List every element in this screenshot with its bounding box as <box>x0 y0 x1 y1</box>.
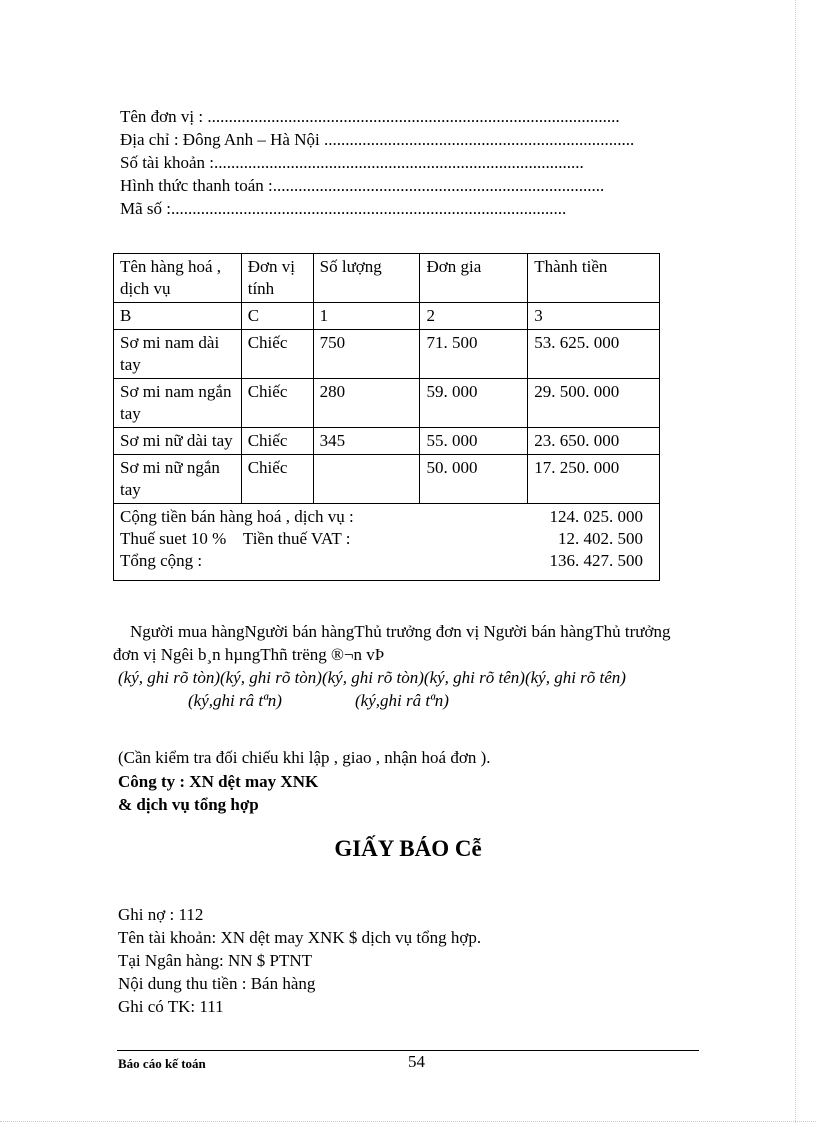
signature-instruction-a: (ký,ghi râ tªn) <box>188 691 282 710</box>
header-cell: Số lượng <box>313 254 420 303</box>
code-cell: 1 <box>313 303 420 330</box>
company-subtitle: & dịch vụ tổng hợp <box>118 795 259 814</box>
unit-cell: Chiếc <box>241 379 313 428</box>
amount-cell: 29. 500. 000 <box>528 379 660 428</box>
signature-instructions: (ký, ghi rõ tòn)(ký, ghi rõ tòn)(ký, ghi rõ tòn)(ký, ghi rõ tên)(ký, ghi rõ tên) <box>118 668 626 687</box>
item-name-cell: Sơ mi nam dài tay <box>114 330 242 379</box>
table-row <box>114 455 660 504</box>
unit-cell: Chiếc <box>241 455 313 504</box>
header-cell: Đơn vị tính <box>241 254 313 303</box>
vat-line <box>120 528 643 550</box>
unit-cell: Chiếc <box>241 330 313 379</box>
subtotal-label: Cộng tiền bán hàng hoá , dịch vụ : <box>120 507 354 526</box>
amount-cell: 17. 250. 000 <box>528 455 660 504</box>
invoice-table <box>113 253 660 581</box>
price-cell: 59. 000 <box>420 379 528 428</box>
page-number: 54 <box>408 1052 425 1071</box>
debit-account: Ghi nợ : 112 <box>118 905 204 924</box>
credit-account: Ghi có TK: 111 <box>118 997 224 1016</box>
code-cell: 2 <box>420 303 528 330</box>
totals-row <box>114 504 660 581</box>
item-name-cell: Sơ mi nữ dài tay <box>114 428 242 455</box>
signature-titles: Người mua hàngNgười bán hàngThủ trưởng đơn vị Người bán hàngThủ trưởng đơn vị Ngêi b¸n hµngThñ trëng ®¬n vÞ <box>113 622 671 664</box>
grand-total-label: Tổng cộng : <box>120 551 203 570</box>
code-cell: C <box>241 303 313 330</box>
page-right-border <box>795 0 796 1123</box>
table-code-row <box>114 303 660 330</box>
code-cell: 3 <box>528 303 660 330</box>
tax-code-line: Mã số :............................................................................................. <box>120 199 567 218</box>
subtotal-value: 124. 025. 000 <box>549 507 643 526</box>
header-cell: Tên hàng hoá , dịch vụ <box>114 254 242 303</box>
payment-method-line: Hình thức thanh toán :.............................................................................. <box>120 176 605 195</box>
document-title: GIẤY BÁO Cễ <box>334 836 482 861</box>
price-cell: 71. 500 <box>420 330 528 379</box>
code-cell: B <box>114 303 242 330</box>
quantity-cell <box>313 455 420 504</box>
bank-name: Tại Ngân hàng: NN $ PTNT <box>118 951 313 970</box>
collection-content: Nội dung thu tiền : Bán hàng <box>118 974 316 993</box>
price-cell: 50. 000 <box>420 455 528 504</box>
account-number-line: Số tài khoản :....................................................................................... <box>120 153 584 172</box>
table-header-row <box>114 254 660 303</box>
verification-note: (Cần kiểm tra đối chiếu khi lập , giao , nhận hoá đơn ). <box>118 748 491 767</box>
grand-total-line <box>120 550 643 572</box>
amount-cell: 23. 650. 000 <box>528 428 660 455</box>
unit-name-line: Tên đơn vị : ................................................................................................. <box>120 107 620 126</box>
vat-value: 12. 402. 500 <box>558 529 643 548</box>
page-bottom-border <box>0 1121 816 1122</box>
account-name: Tên tài khoản: XN dệt may XNK $ dịch vụ tổng hợp. <box>118 928 482 947</box>
price-cell: 55. 000 <box>420 428 528 455</box>
company-name: Công ty : XN dệt may XNK <box>118 772 319 791</box>
totals-cell <box>114 504 660 581</box>
footer-label: Báo cáo kế toán <box>118 1056 206 1071</box>
vat-label: Thuế suet 10 % Tiền thuế VAT : <box>120 529 351 548</box>
unit-cell: Chiếc <box>241 428 313 455</box>
quantity-cell: 750 <box>313 330 420 379</box>
item-name-cell: Sơ mi nữ ngắn tay <box>114 455 242 504</box>
signature-instruction-b: (ký,ghi râ tªn) <box>355 691 449 710</box>
item-name-cell: Sơ mi nam ngắn tay <box>114 379 242 428</box>
address-line: Địa chỉ : Đông Anh – Hà Nội ......................................................................... <box>120 130 635 149</box>
quantity-cell: 345 <box>313 428 420 455</box>
quantity-cell: 280 <box>313 379 420 428</box>
subtotal-line <box>120 506 643 528</box>
grand-total-value: 136. 427. 500 <box>549 551 643 570</box>
table-row <box>114 330 660 379</box>
table-row <box>114 428 660 455</box>
header-cell: Thành tiền <box>528 254 660 303</box>
table-row <box>114 379 660 428</box>
footer-divider <box>117 1050 699 1051</box>
amount-cell: 53. 625. 000 <box>528 330 660 379</box>
header-cell: Đơn gia <box>420 254 528 303</box>
